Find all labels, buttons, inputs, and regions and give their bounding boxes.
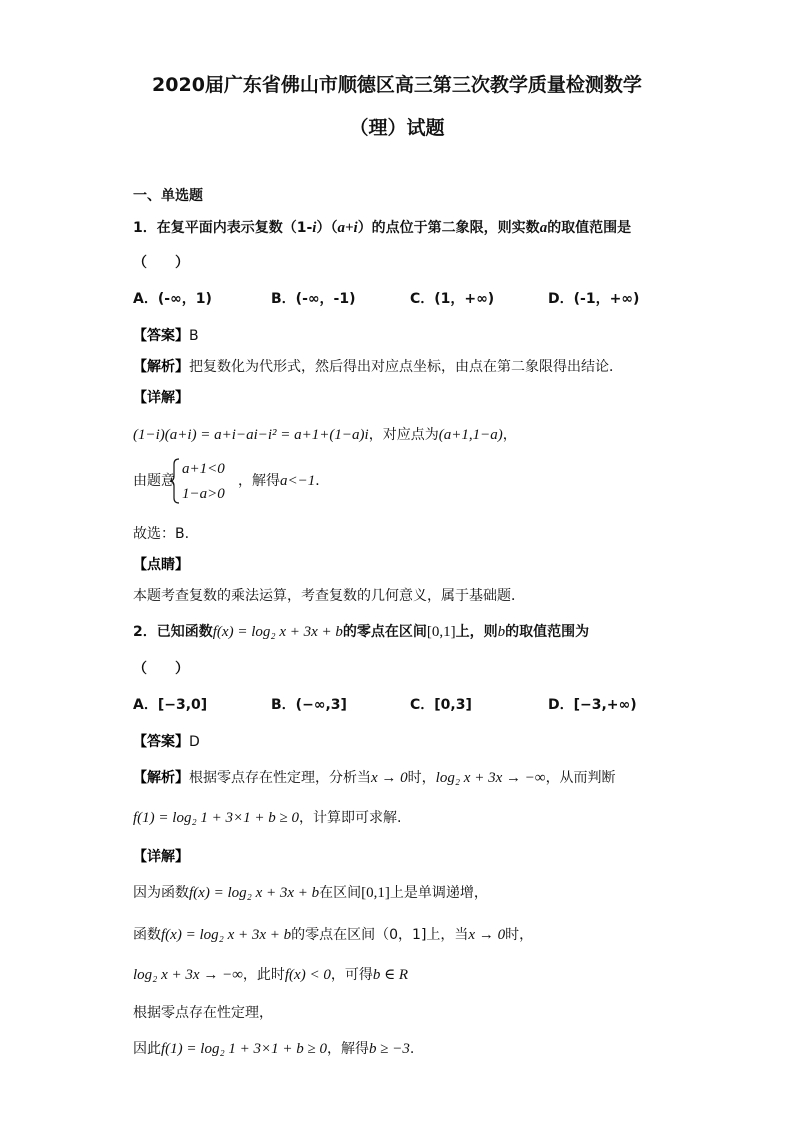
q2-detail-5: 因此f(1) = log₂ 1 + 3×1 + b ≥ 0，解得b ≥ −3.	[133, 1041, 415, 1057]
section-heading: 一、单选题	[133, 188, 203, 204]
q2-detail-heading: 【详解】	[133, 849, 189, 865]
q1-choose: 故选：B.	[133, 526, 190, 542]
q1-stem: 1．在复平面内表示复数（1-i）（a+i）的点位于第二象限，则实数a的取值范围是	[133, 220, 632, 236]
q2-option-a: A．[−3,0]	[133, 697, 208, 713]
document-title-line2: （理）试题	[349, 117, 445, 139]
q1-detail-heading: 【详解】	[133, 390, 189, 406]
q1-analysis: 【解析】把复数化为代形式，然后得出对应点坐标，由点在第二象限得出结论．	[133, 359, 623, 375]
system-brace-icon	[170, 458, 180, 504]
q2-blank: （ ）	[133, 661, 189, 677]
q1-condition-2: 1−a>0	[182, 486, 225, 502]
q1-condition-prefix: 由题意	[133, 473, 175, 489]
q2-option-b: B．(−∞,3]	[271, 697, 347, 713]
q2-option-c: C．[0,3]	[410, 697, 472, 713]
q2-option-d: D．[−3,+∞)	[548, 697, 637, 713]
q1-option-d: D．(-1，+∞)	[548, 291, 640, 307]
document-title-line1: 2020届广东省佛山市顺德区高三第三次教学质量检测数学	[152, 74, 642, 96]
q2-analysis-cont: f(1) = log₂ 1 + 3×1 + b ≥ 0，计算即可求解.	[133, 810, 402, 826]
q1-option-c: C．(1，+∞)	[410, 291, 495, 307]
q1-blank: （ ）	[133, 255, 189, 271]
q2-analysis: 【解析】根据零点存在性定理，分析当x → 0时，log₂ x + 3x → −∞，从而判断	[133, 770, 616, 786]
q2-detail-4: 根据零点存在性定理，	[133, 1005, 273, 1021]
q1-comment: 本题考查复数的乘法运算，考查复数的几何意义，属于基础题．	[133, 588, 525, 604]
q1-condition-1: a+1<0	[182, 461, 225, 477]
q2-answer: 【答案】D	[133, 734, 200, 750]
q2-detail-1: 因为函数f(x) = log₂ x + 3x + b在区间[0,1]上是单调递增，	[133, 885, 488, 901]
q1-condition-result: ，解得a<−1．	[238, 473, 330, 489]
q1-answer: 【答案】B	[133, 328, 199, 344]
q1-comment-heading: 【点睛】	[133, 557, 189, 573]
q1-equation-line: (1−i)(a+i) = a+i−ai−i² = a+1+(1−a)i，对应点为(a+1,1−a)，	[133, 427, 517, 443]
q2-detail-2: 函数f(x) = log₂ x + 3x + b的零点在区间（0，1]上，当x → 0时，	[133, 927, 534, 943]
q1-option-a: A．(-∞，1)	[133, 291, 212, 307]
q1-option-b: B．(-∞，-1)	[271, 291, 356, 307]
q2-stem: 2．已知函数f(x) = log₂ x + 3x + b的零点在区间[0,1]上，则b的取值范围为	[133, 624, 590, 640]
q2-detail-3: log₂ x + 3x → −∞，此时f(x) < 0，可得b ∈ R	[133, 967, 409, 983]
